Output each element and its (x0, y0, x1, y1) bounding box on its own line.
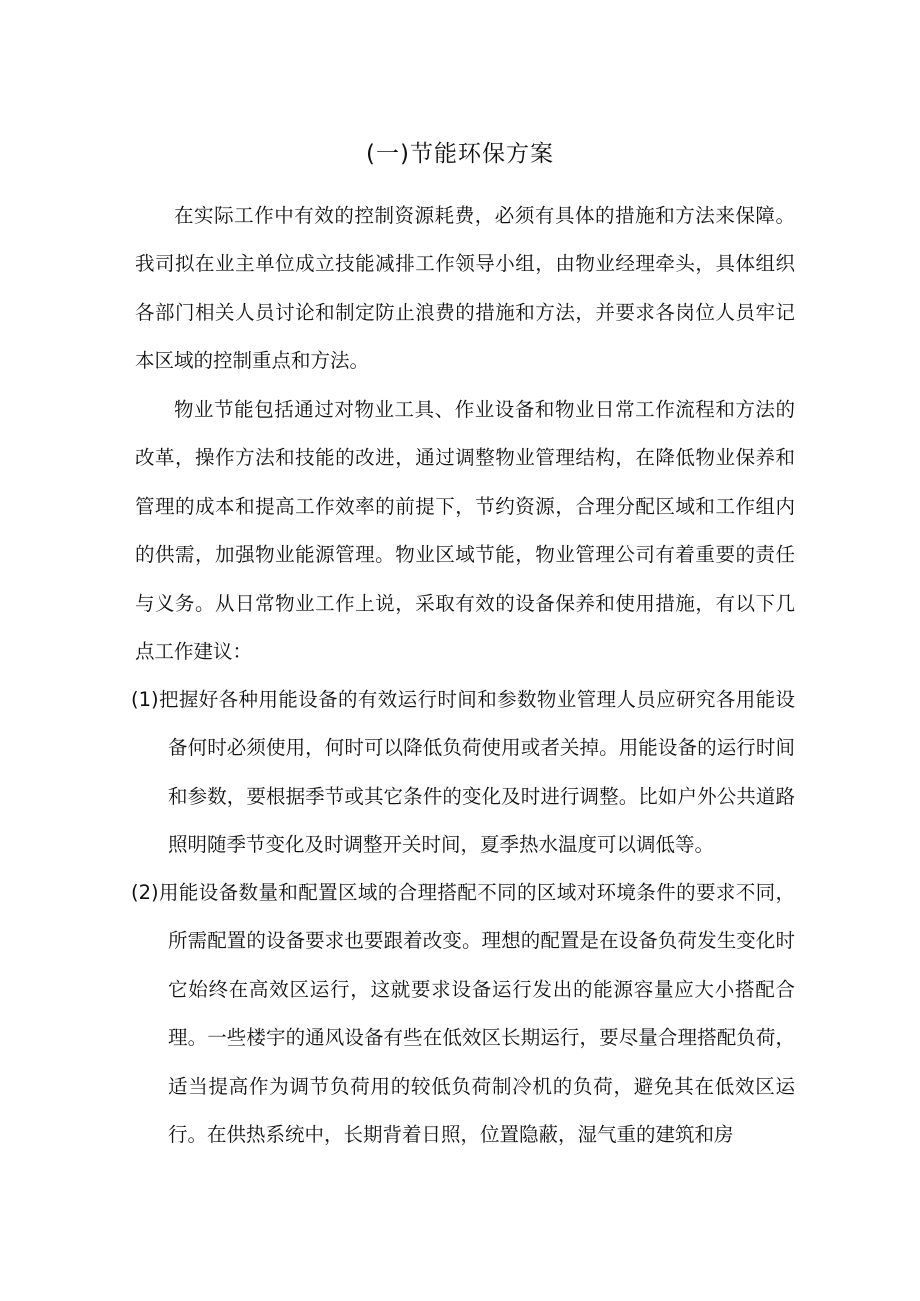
paragraph-property-energy-saving: 物业节能包括通过对物业工具、作业设备和物业日常工作流程和方法的改革，操作方法和技能的改进，通过调整物业管理结构，在降低物业保养和管理的成本和提高工作效率的前提下，节约资源，合理分配区域和工作组内的供需，加强物业能源管理。物业区域节能，物业管理公司有着重要的责任与义务。从日常物业工作上说，采取有效的设备保养和使用措施，有以下几点工作建议： (135, 398, 795, 664)
document-title: (一)节能环保方案 (366, 141, 554, 167)
list-item-runtime-parameters: (1)把握好各种用能设备的有效运行时间和参数物业管理人员应研究各用能设备何时必须使用，何时可以降低负荷使用或者关掉。用能设备的运行时间和参数，要根据季节或其它条件的变化及时进行调整。比如户外公共道路照明随季节变化及时调整开关时间，夏季热水温度可以调低等。 (131, 688, 795, 857)
paragraph-control-measures: 在实际工作中有效的控制资源耗费，必须有具体的措施和方法来保障。我司拟在业主单位成立技能减排工作领导小组，由物业经理牵头，具体组织各部门相关人员讨论和制定防止浪费的措施和方法，并要求各岗位人员牢记本区域的控制重点和方法。 (135, 204, 795, 373)
list-item-equipment-allocation: (2)用能设备数量和配置区域的合理搭配不同的区域对环境条件的要求不同，所需配置的设备要求也要跟着改变。理想的配置是在设备负荷发生变化时它始终在高效区运行，这就要求设备运行发出的能源容量应大小搭配合理。一些楼宇的通风设备有些在低效区长期运行，要尽量合理搭配负荷，适当提高作为调节负荷用的较低负荷制冷机的负荷，避免其在低效区运行。在供热系统中，长期背着日照，位置隐蔽，湿气重的建筑和房 (131, 881, 795, 1147)
